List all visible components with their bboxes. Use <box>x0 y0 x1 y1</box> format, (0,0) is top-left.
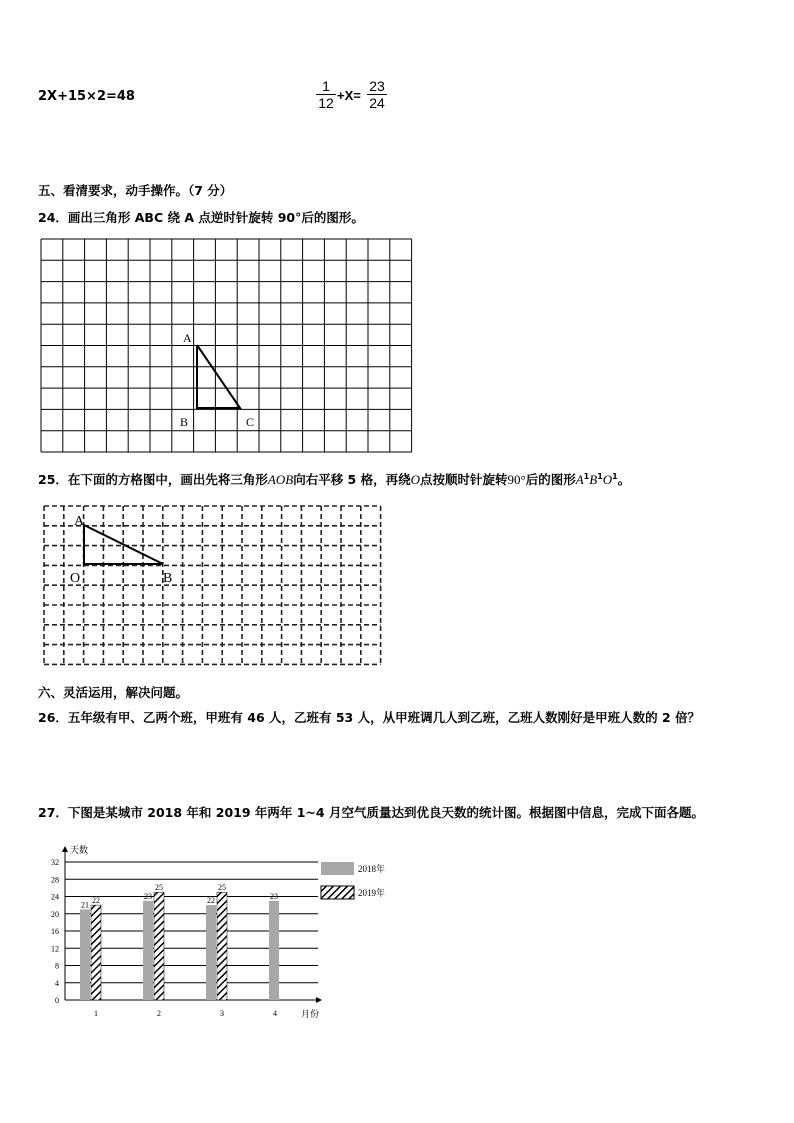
q25-mid2: 点按顺时针旋转 <box>419 472 508 487</box>
x-tick-label: 3 <box>220 1009 224 1018</box>
data-label: 23 <box>270 891 278 901</box>
q25-sup2: 1 <box>597 471 603 481</box>
q25-deg: 90° <box>507 472 526 487</box>
legend-label: 2019年 <box>358 888 386 898</box>
bar <box>206 905 216 1000</box>
q25-dashed-grid-figure <box>40 503 385 668</box>
label-b: B <box>180 415 189 429</box>
y-tick-label: 12 <box>51 944 59 954</box>
x-tick-label: 2 <box>157 1009 161 1018</box>
y-tick-label: 8 <box>55 961 59 971</box>
equation-left: 2X+15×2=48 <box>38 89 135 104</box>
y-axis-label: 天数 <box>70 845 89 855</box>
data-label: 22 <box>92 896 100 906</box>
y-axis-arrow <box>62 846 68 852</box>
q24-grid-figure <box>40 238 420 456</box>
y-tick-label: 32 <box>51 858 59 867</box>
label-o: O <box>70 571 81 586</box>
q25-prefix: 25．在下面的方格图中，画出先将三角形 <box>38 472 268 487</box>
data-label: 22 <box>207 896 215 906</box>
q25-sup1: 1 <box>583 471 590 481</box>
fraction-twentythree-twentyfourths <box>367 78 387 111</box>
equation-plus-x: +X= <box>337 88 361 103</box>
y-tick-label: 0 <box>55 996 59 1005</box>
bar-chart <box>30 842 410 1027</box>
x-tick-label: 4 <box>273 1009 277 1018</box>
label-c: C <box>246 415 255 429</box>
q25-o2: O <box>602 472 613 487</box>
y-tick-label: 28 <box>51 875 59 885</box>
q25-sup3: 1 <box>612 471 618 481</box>
data-label: 21 <box>81 900 89 910</box>
fraction-denominator: 24 <box>369 95 385 111</box>
data-label: 25 <box>218 883 226 893</box>
fraction-numerator: 23 <box>369 78 385 94</box>
section-5-heading: 五、看清要求，动手操作。（7 分） <box>38 183 233 198</box>
q25-mid1: 向右平移 5 格，再绕 <box>293 472 411 487</box>
data-label: 25 <box>155 883 163 893</box>
data-label: 23 <box>144 891 152 901</box>
q24-grid <box>41 239 412 452</box>
question-25-text <box>38 470 630 488</box>
question-24-text: 24．画出三角形 ABC 绕 A 点逆时针旋转 90°后的图形。 <box>38 210 364 225</box>
bar <box>154 892 164 1000</box>
fraction-denominator: 12 <box>318 95 334 111</box>
legend-swatch <box>321 862 354 875</box>
question-27-text: 27．下图是某城市 2018 年和 2019 年两年 1~4 月空气质量达到优良天数的统计图。根据图中信息，完成下面各题。 <box>38 805 704 820</box>
q25-o: O <box>410 472 420 487</box>
legend-swatch <box>321 886 354 899</box>
bar <box>80 909 90 1000</box>
bar <box>143 901 153 1000</box>
question-26-text: 26．五年级有甲、乙两个班，甲班有 46 人，乙班有 53 人，从甲班调几人到乙班，乙班人数刚好是甲班人数的 2 倍？ <box>38 710 700 725</box>
section-6-heading: 六、灵活运用，解决问题。 <box>38 685 189 700</box>
q25-aob: AOB <box>267 472 294 487</box>
label-b: B <box>163 571 173 586</box>
q25-a: A <box>575 472 584 487</box>
bar <box>91 905 101 1000</box>
y-tick-label: 20 <box>51 909 59 919</box>
fraction-numerator: 1 <box>322 78 330 94</box>
label-a: A <box>183 331 192 345</box>
q25-b: B <box>589 472 598 487</box>
q25-end: 。 <box>617 472 631 487</box>
y-tick-label: 16 <box>51 927 59 936</box>
legend-label: 2018年 <box>358 864 386 874</box>
triangle-abc <box>197 345 240 408</box>
label-a: A <box>74 514 85 529</box>
bar <box>269 901 279 1000</box>
y-tick-label: 4 <box>55 978 59 988</box>
x-tick-label: 1 <box>94 1009 98 1018</box>
x-axis-label: 月份 <box>301 1009 320 1019</box>
fraction-one-twelfth <box>316 78 336 111</box>
x-axis-arrow <box>316 997 322 1003</box>
y-tick-label: 24 <box>51 892 59 902</box>
bar <box>217 892 227 1000</box>
q25-mid3: 后的图形 <box>525 472 576 487</box>
